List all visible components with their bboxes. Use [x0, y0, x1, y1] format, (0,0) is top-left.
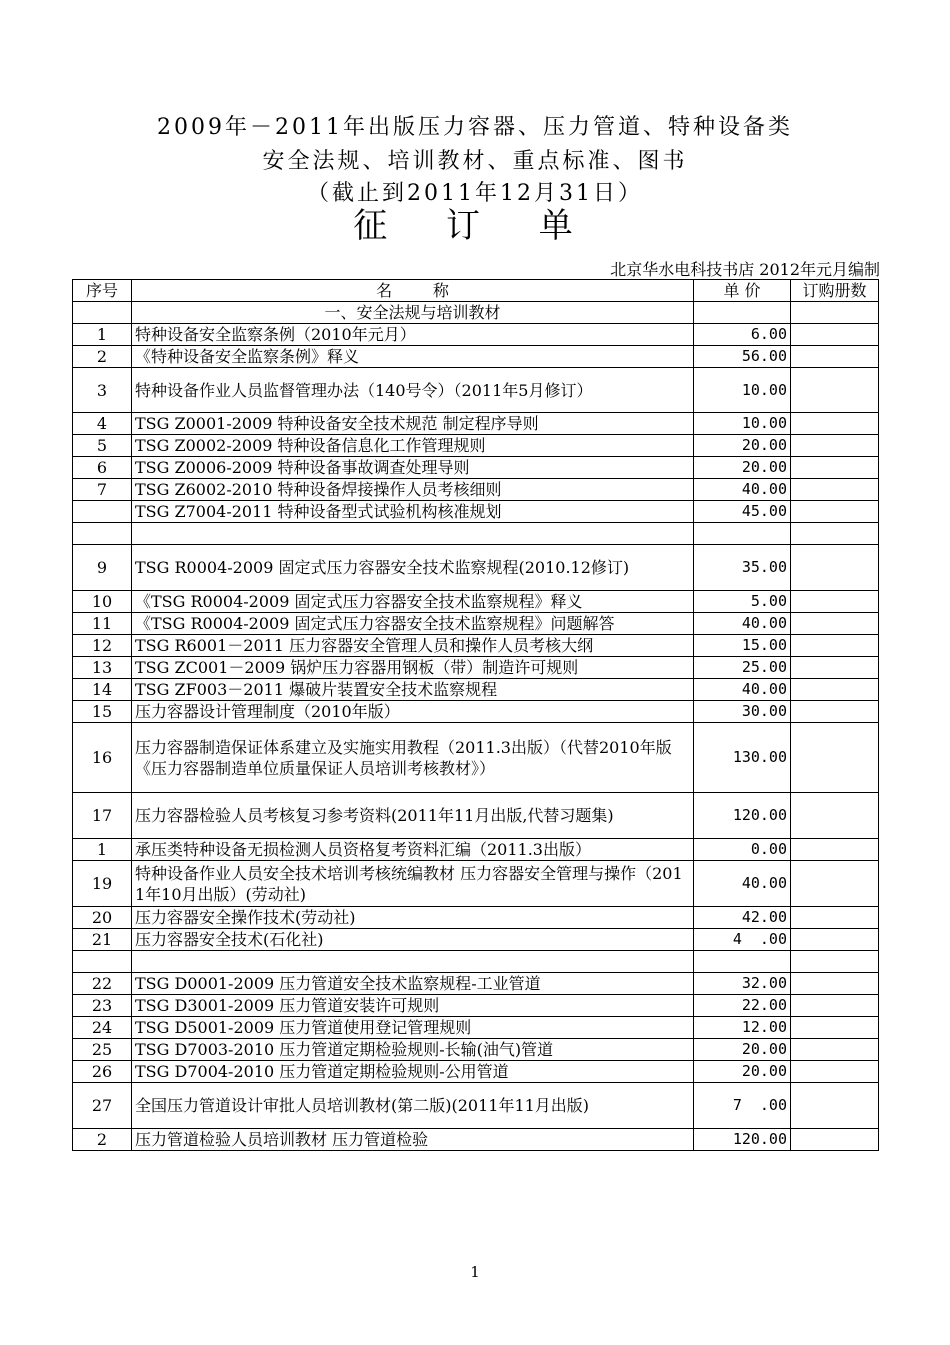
row-qty-input[interactable]: [791, 479, 879, 501]
table-row: [73, 723, 879, 793]
row-number: 2: [73, 1129, 132, 1151]
table-row: [73, 907, 879, 929]
table-row: [73, 591, 879, 613]
row-price: 40.00: [694, 861, 791, 907]
row-number: 3: [73, 368, 132, 413]
row-price: 6.00: [694, 324, 791, 346]
row-price: 45.00: [694, 501, 791, 523]
row-number: 4: [73, 413, 132, 435]
row-name: 压力管道检验人员培训教材 压力管道检验: [132, 1129, 694, 1151]
row-number: 14: [73, 679, 132, 701]
row-qty-input[interactable]: [791, 861, 879, 907]
row-qty-input[interactable]: [791, 635, 879, 657]
row-qty-input[interactable]: [791, 907, 879, 929]
row-price: [694, 302, 791, 324]
row-price: 30.00: [694, 701, 791, 723]
row-name: 《特种设备安全监察条例》释义: [132, 346, 694, 368]
table-row: [73, 1061, 879, 1083]
row-name: 压力容器设计管理制度（2010年版）: [132, 701, 694, 723]
row-name: [132, 951, 694, 973]
row-qty-input[interactable]: [791, 1039, 879, 1061]
row-number: 13: [73, 657, 132, 679]
row-number: [73, 302, 132, 324]
row-number: 24: [73, 1017, 132, 1039]
table-row: [73, 1017, 879, 1039]
row-name: TSG D3001-2009 压力管道安装许可规则: [132, 995, 694, 1017]
row-number: 12: [73, 635, 132, 657]
row-number: 5: [73, 435, 132, 457]
row-price: 40.00: [694, 479, 791, 501]
row-qty-input[interactable]: [791, 545, 879, 591]
row-price: 10.00: [694, 413, 791, 435]
row-number: 1: [73, 324, 132, 346]
row-number: 19: [73, 861, 132, 907]
row-name: TSG ZC001－2009 锅炉压力容器用钢板（带）制造许可规则: [132, 657, 694, 679]
row-number: 22: [73, 973, 132, 995]
title-line-1: 2009年－2011年出版压力容器、压力管道、特种设备类: [157, 115, 793, 140]
title-line-2: 安全法规、培训教材、重点标准、图书: [262, 149, 688, 174]
row-name: TSG Z7004-2011 特种设备型式试验机构核准规划: [132, 501, 694, 523]
row-name: TSG D7003-2010 压力管道定期检验规则-长输(油气)管道: [132, 1039, 694, 1061]
row-qty-input[interactable]: [791, 346, 879, 368]
row-name: TSG Z0001-2009 特种设备安全技术规范 制定程序导则: [132, 413, 694, 435]
main-title: 征 订 单: [353, 206, 597, 246]
row-name: TSG Z6002-2010 特种设备焊接操作人员考核细则: [132, 479, 694, 501]
row-qty-input[interactable]: [791, 368, 879, 413]
row-price: [694, 523, 791, 545]
row-number: [73, 951, 132, 973]
table-row: [73, 951, 879, 973]
row-name: 《TSG R0004-2009 固定式压力容器安全技术监察规程》问题解答: [132, 613, 694, 635]
row-price: 22.00: [694, 995, 791, 1017]
row-name: 全国压力管道设计审批人员培训教材(第二版)(2011年11月出版): [132, 1083, 694, 1129]
table-row: [73, 701, 879, 723]
table-row: [73, 995, 879, 1017]
table-header-row: [73, 280, 879, 302]
table-row: [73, 501, 879, 523]
row-name: TSG D7004-2010 压力管道定期检验规则-公用管道: [132, 1061, 694, 1083]
row-name: TSG Z0002-2009 特种设备信息化工作管理规则: [132, 435, 694, 457]
row-qty-input[interactable]: [791, 1017, 879, 1039]
row-price: 42.00: [694, 907, 791, 929]
table-body: [73, 302, 879, 1151]
row-price: [694, 951, 791, 973]
row-number: 20: [73, 907, 132, 929]
row-qty-input[interactable]: [791, 1061, 879, 1083]
header-qty: 订购册数: [791, 280, 879, 302]
row-number: 6: [73, 457, 132, 479]
row-price: 32.00: [694, 973, 791, 995]
row-qty-input[interactable]: [791, 613, 879, 635]
table-row: [73, 793, 879, 839]
row-number: 7: [73, 479, 132, 501]
row-number: 16: [73, 723, 132, 793]
row-qty-input[interactable]: [791, 929, 879, 951]
row-qty-input[interactable]: [791, 1083, 879, 1129]
row-price: 120.00: [694, 1129, 791, 1151]
row-number: 1: [73, 839, 132, 861]
header-name: 名 称: [132, 280, 694, 302]
header-no: 序号: [73, 280, 132, 302]
section-heading: 一、安全法规与培训教材: [132, 302, 694, 324]
row-name: TSG Z0006-2009 特种设备事故调查处理导则: [132, 457, 694, 479]
table-row: [73, 302, 879, 324]
row-qty-input[interactable]: [791, 302, 879, 324]
row-price: 25.00: [694, 657, 791, 679]
row-name: TSG D0001-2009 压力管道安全技术监察规程-工业管道: [132, 973, 694, 995]
row-qty-input[interactable]: [791, 501, 879, 523]
table-row: [73, 1129, 879, 1151]
row-name: [132, 523, 694, 545]
page-number: 1: [470, 1263, 480, 1281]
row-qty-input[interactable]: [791, 457, 879, 479]
table-row: [73, 324, 879, 346]
row-name: 压力容器制造保证体系建立及实施实用教程（2011.3出版）（代替2010年版《压力容器制造单位质量保证人员培训考核教材》）: [132, 723, 694, 793]
row-price: 40.00: [694, 679, 791, 701]
row-qty-input[interactable]: [791, 951, 879, 973]
row-number: 26: [73, 1061, 132, 1083]
row-number: 11: [73, 613, 132, 635]
row-price: 56.00: [694, 346, 791, 368]
row-qty-input[interactable]: [791, 701, 879, 723]
row-number: [73, 501, 132, 523]
header-price: 单 价: [694, 280, 791, 302]
table-row: [73, 545, 879, 591]
table-row: [73, 346, 879, 368]
row-number: 17: [73, 793, 132, 839]
row-price: 4 .00: [694, 929, 791, 951]
table-row: [73, 679, 879, 701]
row-name: 压力容器安全技术(石化社): [132, 929, 694, 951]
row-qty-input[interactable]: [791, 723, 879, 793]
row-number: [73, 523, 132, 545]
row-price: 5.00: [694, 591, 791, 613]
row-price: 7 .00: [694, 1083, 791, 1129]
table-row: [73, 839, 879, 861]
publisher-note: 北京华水电科技书店 2012年元月编制: [610, 260, 880, 279]
row-price: 130.00: [694, 723, 791, 793]
table-row: [73, 435, 879, 457]
table-row: [73, 523, 879, 545]
row-number: 15: [73, 701, 132, 723]
row-name: 特种设备作业人员安全技术培训考核统编教材 压力容器安全管理与操作（2011年10月出版）(劳动社): [132, 861, 694, 907]
row-name: TSG R6001－2011 压力容器安全管理人员和操作人员考核大纲: [132, 635, 694, 657]
table-row: [73, 973, 879, 995]
row-qty-input[interactable]: [791, 839, 879, 861]
table-row: [73, 635, 879, 657]
table-row: [73, 861, 879, 907]
row-qty-input[interactable]: [791, 679, 879, 701]
table-row: [73, 479, 879, 501]
table-row: [73, 457, 879, 479]
row-price: 120.00: [694, 793, 791, 839]
row-name: 压力容器安全操作技术(劳动社): [132, 907, 694, 929]
row-qty-input[interactable]: [791, 324, 879, 346]
row-number: 25: [73, 1039, 132, 1061]
row-name: 压力容器检验人员考核复习参考资料(2011年11月出版,代替习题集): [132, 793, 694, 839]
table-row: [73, 1083, 879, 1129]
row-name: 特种设备作业人员监督管理办法（140号令）（2011年5月修订）: [132, 368, 694, 413]
row-qty-input[interactable]: [791, 793, 879, 839]
row-price: 0.00: [694, 839, 791, 861]
row-number: 21: [73, 929, 132, 951]
row-name: TSG R0004-2009 固定式压力容器安全技术监察规程(2010.12修订): [132, 545, 694, 591]
row-price: 15.00: [694, 635, 791, 657]
table-row: [73, 1039, 879, 1061]
row-qty-input[interactable]: [791, 973, 879, 995]
row-name: TSG D5001-2009 压力管道使用登记管理规则: [132, 1017, 694, 1039]
table-row: [73, 929, 879, 951]
title-line-3: （截止到2011年12月31日）: [307, 181, 643, 206]
table-row: [73, 413, 879, 435]
order-table: [72, 279, 879, 1151]
row-qty-input[interactable]: [791, 1129, 879, 1151]
row-price: 12.00: [694, 1017, 791, 1039]
row-price: 35.00: [694, 545, 791, 591]
row-name: TSG ZF003－2011 爆破片装置安全技术监察规程: [132, 679, 694, 701]
row-price: 40.00: [694, 613, 791, 635]
row-price: 20.00: [694, 457, 791, 479]
row-qty-input[interactable]: [791, 657, 879, 679]
row-price: 20.00: [694, 435, 791, 457]
row-qty-input[interactable]: [791, 995, 879, 1017]
row-qty-input[interactable]: [791, 523, 879, 545]
table-row: [73, 613, 879, 635]
row-price: 20.00: [694, 1039, 791, 1061]
row-number: 2: [73, 346, 132, 368]
table-row: [73, 368, 879, 413]
row-number: 10: [73, 591, 132, 613]
table-row: [73, 657, 879, 679]
row-name: 《TSG R0004-2009 固定式压力容器安全技术监察规程》释义: [132, 591, 694, 613]
row-price: 10.00: [694, 368, 791, 413]
row-name: 特种设备安全监察条例（2010年元月）: [132, 324, 694, 346]
row-price: 20.00: [694, 1061, 791, 1083]
row-qty-input[interactable]: [791, 413, 879, 435]
row-name: 承压类特种设备无损检测人员资格复考资料汇编（2011.3出版）: [132, 839, 694, 861]
row-number: 23: [73, 995, 132, 1017]
row-number: 9: [73, 545, 132, 591]
row-qty-input[interactable]: [791, 435, 879, 457]
row-qty-input[interactable]: [791, 591, 879, 613]
row-number: 27: [73, 1083, 132, 1129]
